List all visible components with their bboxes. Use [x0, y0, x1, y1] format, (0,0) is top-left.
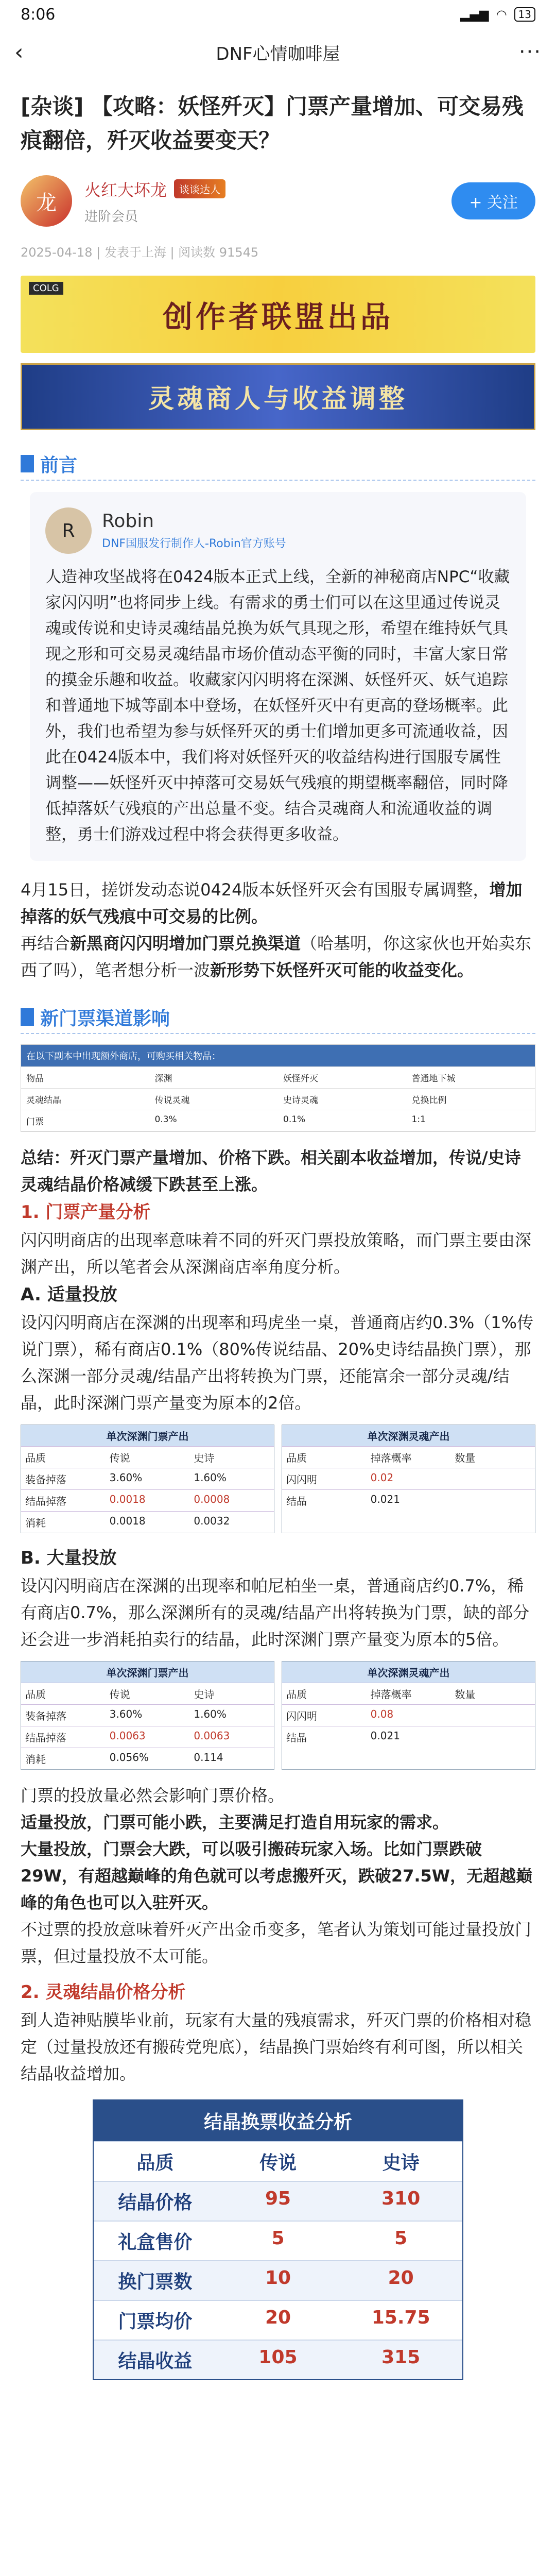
- avatar[interactable]: 龙: [21, 175, 72, 227]
- creator-banner: [21, 276, 535, 353]
- table-cell: 品质: [286, 1452, 307, 1464]
- section-channel-title: 新门票渠道影响: [40, 1008, 170, 1029]
- section-foreword: [21, 448, 535, 481]
- table-cell: 灵魂结晶: [26, 1095, 61, 1106]
- table-title: 单次深渊门票产出: [21, 1662, 274, 1683]
- table-row: [282, 1704, 535, 1726]
- table-cell: 5: [271, 2228, 285, 2249]
- section-marker-icon: [21, 455, 34, 472]
- status-time: 8:06: [21, 5, 56, 24]
- table-row: [21, 1726, 274, 1748]
- table-cell: 0.08: [370, 1708, 394, 1720]
- summary: 总结：歼灭门票产量增加、价格下跌。相关副本收益增加，传说/史诗灵魂结晶价格减缓下跌甚至上涨。: [21, 1148, 521, 1194]
- table-row: [21, 1748, 274, 1769]
- table-row: [94, 2340, 462, 2379]
- table-cell: 10: [265, 2267, 291, 2289]
- table-cell: 史诗: [382, 2153, 420, 2174]
- heading-massive: B. 大量投放: [21, 1548, 117, 1568]
- table-title: 单次深渊灵魂产出: [282, 1425, 535, 1446]
- battery-level: 13: [518, 8, 531, 21]
- crystal-price-text: 到人造神贴膜毕业前，玩家有大量的残痕需求，歼灭门票的价格相对稳定（过量投放还有搬砖党兜底），结晶换门票始终有利可图，所以相关结晶收益增加。: [21, 2010, 532, 2083]
- table-row: [282, 1683, 535, 1704]
- follow-button[interactable]: + 关注: [451, 182, 535, 219]
- back-icon[interactable]: ‹: [14, 39, 24, 65]
- table-cell: 消耗: [25, 1517, 46, 1529]
- table-cell: 物品: [26, 1074, 44, 1084]
- table-cell: 结晶掉落: [25, 1495, 66, 1507]
- author-line: [84, 177, 451, 201]
- table-row: [21, 1088, 535, 1110]
- table-cell: 结晶: [286, 1732, 307, 1744]
- ticket-output-intro: 闪闪明商店的出现率意味着不同的歼灭门票投放策略，而门票主要由深渊产出，所以笔者会从深渊商店率角度分析。: [21, 1230, 532, 1277]
- table-cell: 1.60%: [194, 1471, 227, 1484]
- table-cell: 1.60%: [194, 1708, 227, 1720]
- table-block: [21, 1661, 274, 1770]
- table-block: [282, 1661, 535, 1770]
- table-row: [94, 2221, 462, 2260]
- table-row: [21, 1066, 535, 1088]
- table-title: 单次深渊灵魂产出: [282, 1662, 535, 1683]
- table-row: [21, 1683, 274, 1704]
- robin-avatar: R: [45, 507, 92, 554]
- table-cell: 0.056%: [109, 1751, 149, 1764]
- table-cell: 闪闪明: [286, 1710, 317, 1722]
- table-cell: 结晶收益: [118, 2351, 193, 2372]
- table-cell: 3.60%: [109, 1471, 143, 1484]
- table-row: [21, 1446, 274, 1468]
- table-row: [21, 1489, 274, 1511]
- table-cell: 换门票数: [118, 2272, 193, 2293]
- section-foreword-title: 前言: [40, 454, 78, 476]
- table-cell: 品质: [25, 1452, 46, 1464]
- conclusion-1: 门票的投放量必然会影响门票价格。: [21, 1786, 285, 1805]
- signal-icon: ▂▄▆: [460, 7, 489, 22]
- table-cell: 结晶: [286, 1495, 307, 1507]
- table-row: [282, 1468, 535, 1489]
- table-cell: 5: [394, 2228, 408, 2249]
- table-cell: 掉落概率: [370, 1452, 412, 1464]
- moderate-text: 设闪闪明商店在深渊的出现率和玛虎坐一桌，普通商店约0.3%（1%传说门票），稀有商店0.1%（80%传说结晶、20%史诗结晶换门票），那么深渊一部分灵魂/结晶产出将转换为门票，还能富余一部分灵魂/结晶，此时深渊门票产量变为原本的2倍。: [21, 1313, 534, 1413]
- article-title: [杂谈] 【攻略：妖怪歼灭】门票产量增加、可交易残痕翻倍，歼灭收益要变天？: [21, 94, 524, 153]
- table-cell: 传说: [109, 1688, 130, 1701]
- store-table-image: [21, 1044, 535, 1132]
- table-cell: 0.0018: [109, 1515, 146, 1527]
- tables-massive: [21, 1661, 535, 1770]
- table-cell: 0.021: [370, 1493, 400, 1505]
- table-cell: [450, 1705, 535, 1726]
- table-title: 单次深渊门票产出: [21, 1425, 274, 1446]
- quoted-post-card[interactable]: [30, 492, 526, 861]
- table-cell: 传说灵魂: [154, 1095, 190, 1106]
- author-row: [0, 158, 556, 227]
- table-cell: 0.114: [194, 1751, 223, 1764]
- table-cell: 品质: [286, 1688, 307, 1701]
- section-channel: [21, 1001, 535, 1034]
- table-block: [21, 1425, 274, 1533]
- table-cell: 妖怪歼灭: [283, 1074, 318, 1084]
- table-cell: 门票均价: [118, 2311, 193, 2332]
- battery-icon: [514, 7, 535, 22]
- crystal-profit-table: [93, 2099, 463, 2380]
- table-block: [282, 1425, 535, 1533]
- table-cell: 0.3%: [154, 1114, 177, 1125]
- massive-text: 设闪闪明商店在深渊的出现率和帕尼柏坐一桌，普通商店约0.7%，稀有商店0.7%，那么深渊所有的灵魂/结晶产出将转换为门票，缺的部分还会进一步消耗拍卖行的结晶，此时深渊门票产量变为原本的5倍。: [21, 1576, 530, 1649]
- author-info: [84, 177, 451, 225]
- wifi-icon: ◠: [496, 7, 507, 22]
- author-level: 进阶会员: [84, 209, 138, 225]
- table-cell: 传说: [259, 2153, 297, 2174]
- heading-ticket-output: 1. 门票产量分析: [21, 1202, 151, 1223]
- quoted-author-name: Robin: [102, 511, 154, 532]
- p2-text-a: 再结合: [21, 934, 71, 953]
- table-cell: [450, 1468, 535, 1489]
- table-cell: 传说: [109, 1452, 130, 1464]
- table-cell: 20: [388, 2267, 414, 2289]
- article-meta: 2025-04-18 | 发表于上海 | 阅读数 91545: [21, 245, 259, 260]
- table-cell: 消耗: [25, 1753, 46, 1766]
- paragraph-2: [0, 930, 556, 984]
- table-cell: 礼盒售价: [118, 2232, 193, 2253]
- table-cell: 品质: [25, 1688, 46, 1701]
- table-cell: 315: [381, 2347, 421, 2368]
- table-cell: 深渊: [154, 1074, 172, 1084]
- store-table-head: 在以下副本中出现额外商店，可购买相关物品：: [21, 1045, 535, 1066]
- colg-tag: COLG: [29, 282, 63, 295]
- table-cell: 1:1: [411, 1114, 426, 1125]
- table-cell: 史诗: [194, 1452, 215, 1464]
- table-cell: 结晶价格: [118, 2192, 193, 2213]
- table-row: [94, 2300, 462, 2340]
- table-cell: 0.0063: [109, 1730, 146, 1742]
- table-cell: 掉落概率: [370, 1688, 412, 1701]
- status-bar: [0, 0, 556, 29]
- nav-title: DNF心情咖啡屋: [216, 43, 340, 64]
- table-cell: 普通地下城: [411, 1074, 456, 1084]
- table-row: [282, 1446, 535, 1468]
- table-cell: 数量: [455, 1452, 476, 1464]
- table-row: [94, 2141, 462, 2181]
- table-row: [282, 1726, 535, 1748]
- table-row: [282, 1489, 535, 1511]
- conclusion-3: 大量投放，门票会大跌，可以吸引搬砖玩家入场。比如门票跌破29W，有超越巅峰的角色就可以考虑搬歼灭，跌破27.5W，无超越巅峰的角色也可以入驻歼灭。: [21, 1839, 533, 1912]
- p1-text: 4月15日，搓饼发动态说0424版本妖怪歼灭会有国服专属调整，: [21, 880, 490, 900]
- table-cell: [450, 1490, 535, 1511]
- heading-moderate: A. 适量投放: [21, 1284, 117, 1305]
- creator-banner-text: 创作者联盟出品: [162, 299, 393, 334]
- table-row: [94, 2181, 462, 2221]
- table-row: [21, 1110, 535, 1131]
- topic-banner-text: 灵魂商人与收益调整: [148, 384, 408, 414]
- table-row: [21, 1468, 274, 1489]
- table-cell: 0.02: [370, 1471, 394, 1484]
- more-icon[interactable]: ···: [518, 40, 542, 64]
- quoted-author-sub: DNF国服发行制作人-Robin官方账号: [102, 537, 286, 550]
- table-row: [21, 1511, 274, 1533]
- paragraph-1: [0, 876, 556, 930]
- p2-bold-a: 新黑商闪闪明增加门票兑换渠道: [70, 934, 301, 953]
- table-cell: 105: [258, 2347, 298, 2368]
- table-row: [21, 1704, 274, 1726]
- tables-moderate: [21, 1425, 535, 1533]
- conclusion-4: 不过票的投放意味着歼灭产出金币变多，笔者认为策划可能过量投放门票，但过量投放不太可能。: [21, 1920, 532, 1966]
- quoted-post-header: [45, 507, 511, 554]
- table-cell: 95: [265, 2188, 291, 2209]
- table-cell: 史诗灵魂: [283, 1095, 318, 1106]
- table-cell: 装备掉落: [25, 1710, 66, 1722]
- table-cell: 闪闪明: [286, 1473, 317, 1486]
- p1-bold: 增加掉落的妖气残痕中可交易的比例。: [21, 880, 523, 926]
- table-cell: 20: [265, 2307, 291, 2328]
- table-cell: 史诗: [194, 1688, 215, 1701]
- table-cell: 0.0008: [194, 1493, 230, 1505]
- table-cell: 0.021: [370, 1730, 400, 1742]
- table-cell: 门票: [26, 1117, 44, 1127]
- heading-crystal-price: 2. 灵魂结晶价格分析: [21, 1982, 186, 2003]
- table-cell: 0.0063: [194, 1730, 230, 1742]
- quoted-post-author: [102, 511, 286, 551]
- p2-bold-b: 新形势下妖怪歼灭可能的收益变化。: [210, 960, 474, 980]
- table-cell: 0.0018: [109, 1493, 146, 1505]
- status-icons: [460, 7, 535, 22]
- table-row: [94, 2260, 462, 2300]
- p2-text-b: （哈基明，你这家伙也开始卖东西了吗），笔者想分析一波: [21, 934, 532, 980]
- table-cell: [450, 1726, 535, 1748]
- table-cell: 3.60%: [109, 1708, 143, 1720]
- table-cell: 15.75: [371, 2307, 430, 2328]
- table-cell: 结晶掉落: [25, 1732, 66, 1744]
- table-cell: 310: [381, 2188, 421, 2209]
- table-cell: 0.1%: [283, 1114, 306, 1125]
- topic-banner: [21, 363, 535, 430]
- conclusion-2: 适量投放，门票可能小跌，主要满足打造自用玩家的需求。: [21, 1812, 449, 1832]
- quoted-post-body: 人造神攻坚战将在0424版本正式上线，全新的神秘商店NPC“收藏家闪闪明”也将同步上线。有需求的勇士们可以在这里通过传说灵魂或传说和史诗灵魂结晶兑换为妖气具现之形，希望在维持妖气具现之形和可交易灵魂结晶市场价值动态平衡的同时，丰富大家日常的摸金乐趣和收益。收藏家闪闪明将在深渊、妖怪歼灭、妖气追踪和普通地下城等副本中登场，在妖怪歼灭中有更高的登场概率。此外，我们也希望为参与妖怪歼灭的勇士们增加更多可流通收益，因此在0424版本中，我们将对妖怪歼灭的收益结构进行国服专属性调整——妖怪歼灭中掉落可交易妖气残痕的期望概率翻倍，同时降低掉落妖气残痕的产出总量不变。结合灵魂商人和流通收益的调整，勇士们游戏过程中将会获得更多收益。: [45, 568, 510, 844]
- table-cell: 品质: [136, 2153, 174, 2174]
- table-cell: 装备掉落: [25, 1473, 66, 1486]
- table-cell: 0.0032: [194, 1515, 230, 1527]
- crystal-table-caption: 结晶换票收益分析: [94, 2100, 462, 2141]
- author-badge: 谈谈达人: [174, 179, 225, 198]
- section-marker-icon: [21, 1008, 34, 1026]
- author-name[interactable]: 火红大坏龙: [84, 180, 167, 200]
- table-cell: 兑换比例: [411, 1095, 447, 1106]
- table-cell: 数量: [455, 1688, 476, 1701]
- nav-bar: [0, 29, 556, 75]
